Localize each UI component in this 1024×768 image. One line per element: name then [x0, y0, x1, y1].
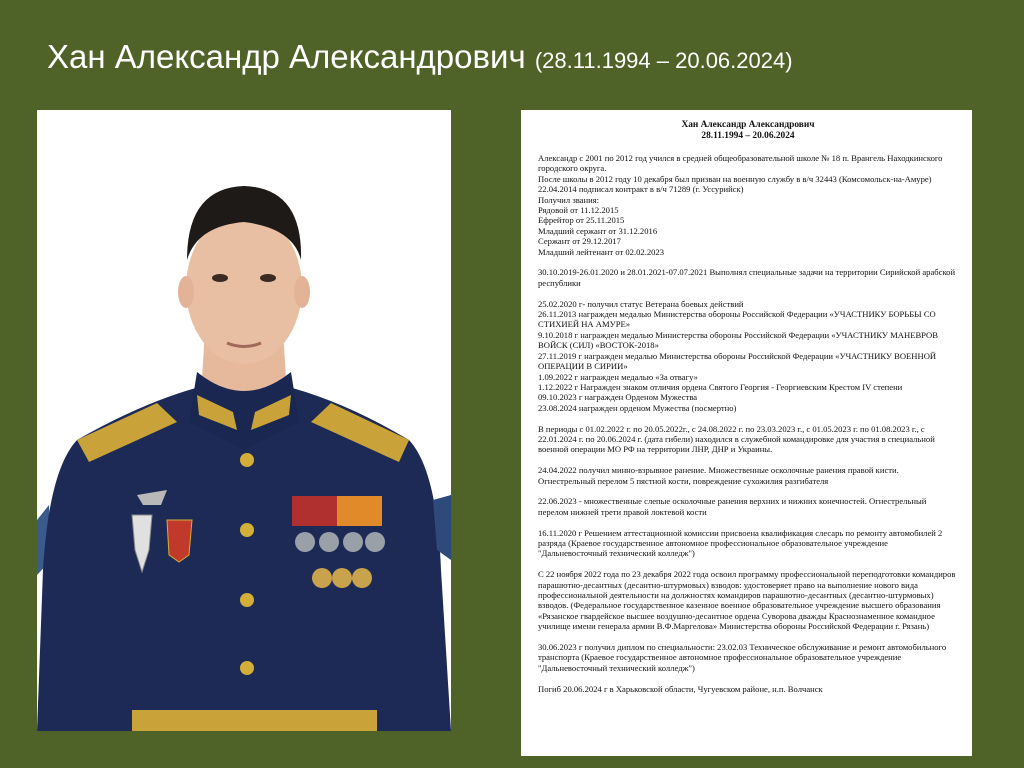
document-line: 9.10.2018 г награжден медалью Министерства обороны Российской Федерации «УЧАСТНИКУ МАНЕВРОВ ВОЙСК (СИЛ) «ВОСТОК-2018» [538, 329, 938, 351]
document-line: Сержант от 29.12.2017 [538, 236, 621, 247]
document-paragraph [538, 642, 958, 673]
document-line: 26.11.2013 награжден медалью Министерства обороны Российской Федерации «УЧАСТНИКУ БОРЬБЫ СО СТИХИЕЙ НА АМУРЕ» [538, 309, 936, 330]
biography-document [521, 110, 972, 756]
document-line: С 22 ноября 2022 года по 23 декабря 2022 года освоил программу профессиональной переподготовки командиров парашютно-десантных (десантно-штурмовых) взводов: удостоверяет право на выполнение нового вида профессиональной деятельности на должностях командиров парашютно-десантных (десантно-штурмовых) взводов. (Федеральное государственное казенное военное образовательное учреждение высшего образования «Рязанское гвардейское высшее воздушно-десантное ордена Суворова дважды Краснознаменное командное училище имени генерала армии В.Ф.Маргелова» Министерства обороны Российской Федерации г. Рязань) [538, 569, 956, 632]
portrait-illustration [37, 110, 451, 731]
document-line: Младший сержант от 31.12.2016 [538, 225, 658, 236]
document-line: Рядовой от 11.12.2015 [538, 205, 619, 216]
document-paragraph [538, 569, 958, 631]
document-paragraph [538, 496, 958, 517]
document-line: Получил звания: [538, 194, 600, 205]
life-dates: (28.11.1994 – 20.06.2024) [534, 48, 793, 73]
document-line: Ефрейтор от 25.11.2015 [538, 215, 625, 226]
document-heading-name: Хан Александр Александрович [681, 120, 815, 130]
document-line: 1.12.2022 г Награжден знаком отличия ордена Святого Георгия - Георгиевским Крестом IV степени [538, 381, 903, 392]
document-line: 09.10.2023 г награжден Орденом Мужества [538, 392, 698, 403]
document-line: 22.06.2023 - множественные слепые осколочные ранения верхних и нижних конечностей. Огнестрельный перелом нижней трети правой локтевой кости [538, 496, 927, 517]
document-paragraph [538, 153, 958, 257]
document-paragraph [538, 684, 958, 694]
person-name: Хан Александр Александрович [47, 38, 526, 75]
document-line: В периоды с 01.02.2022 г. по 20.05.2022г., с 24.08.2022 г. по 23.03.2023 г., с 01.05.2023 г. по 01.08.2023 г., с 22.01.2024 г. по 20.06.2024 г. (дата гибели) находился в служебной командировке для участия в специальной военной операции МО РФ на территории ЛНР, ДНР и Украины. [538, 423, 935, 455]
document-line: 1.09.2022 г награжден медалью «За отвагу» [538, 371, 698, 382]
document-line: Александр с 2001 по 2012 год учился в средней общеобразовательной школе № 18 п. Врангель Находкинского городского округа. [538, 153, 943, 174]
document-line: 27.11.2019 г награжден медалью Министерства обороны Российской Федерации «УЧАСТНИКУ ВОЕННОЙ ОПЕРАЦИИ В СИРИИ» [538, 350, 937, 372]
document-paragraph [538, 424, 958, 455]
portrait-photo [37, 110, 451, 731]
slide-title [47, 38, 793, 76]
document-paragraph [538, 465, 958, 486]
document-line: 24.04.2022 получил минно-взрывное ранение. Множественные осколочные ранения правой кисти. Огнестрельный перелом 5 пястной кости, повреждение сухожилия разгибателя [538, 465, 899, 486]
document-line: Погиб 20.06.2024 г в Харьковской области, Чугуевском районе, н.п. Волчанск [538, 683, 823, 694]
document-line: Младший лейтенант от 02.02.2023 [538, 246, 665, 257]
document-heading-dates: 28.11.1994 – 20.06.2024 [701, 131, 795, 141]
document-line: 16.11.2020 г Решением аттестационной комиссии присвоена квалификация слесарь по ремонту автомобилей 2 разряда (Краевое государственное автономное профессиональное образовательное учреждение "Дальневосточный технический колледж") [538, 527, 943, 559]
document-line: 25.02.2020 г- получил статус Ветерана боевых действий [538, 298, 744, 309]
document-line: 30.06.2023 г получил диплом по специальности: 23.02.03 Техническое обслуживание и ремонт автомобильного транспорта (Краевое государственное автономное профессиональное образовательное учреждение "Дальневосточный технический колледж") [538, 641, 947, 673]
document-line: 30.10.2019-26.01.2020 и 28.01.2021-07.07.2021 Выполнял специальные задачи на территории Сирийской арабской республики [538, 267, 956, 288]
document-line: 22.04.2014 подписал контракт в в/ч 71289 (г. Уссурийск) [538, 184, 744, 195]
document-line: 23.08.2024 награжден орденом Мужества (посмертно) [538, 402, 737, 413]
document-paragraph [538, 267, 958, 288]
document-line: После школы в 2012 году 10 декабря был призван на военную службу в в/ч 32443 (Комсомольск-на-Амуре) [538, 173, 932, 184]
document-body [538, 153, 958, 694]
document-paragraph [538, 299, 958, 413]
document-paragraph [538, 528, 958, 559]
document-heading [538, 120, 958, 142]
